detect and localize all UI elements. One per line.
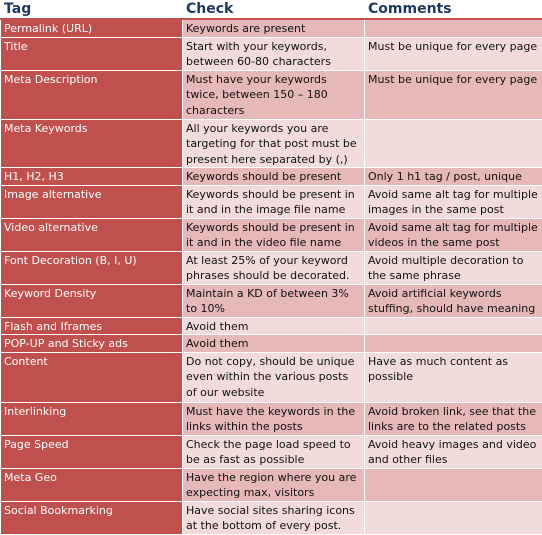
check-cell: At least 25% of your keyword phrases should be decorated. xyxy=(183,251,365,284)
tag-cell: Image alternative xyxy=(1,185,183,218)
check-cell: Keywords should be present in it and in the video file name xyxy=(183,218,365,251)
check-cell: Maintain a KD of between 3% to 10% xyxy=(183,284,365,317)
table-row xyxy=(1,19,542,37)
table-row xyxy=(1,435,542,468)
comments-cell: Only 1 h1 tag / post, unique xyxy=(365,168,542,186)
check-cell: Keywords are present xyxy=(183,19,365,37)
comments-cell: Avoid heavy images and video and other files xyxy=(365,435,542,468)
check-cell: All your keywords you are targeting for that post must be present here separated by (,) xyxy=(183,119,365,168)
comments-cell xyxy=(365,119,542,168)
tag-cell: Social Bookmarking xyxy=(1,501,183,534)
tag-cell: Interlinking xyxy=(1,402,183,435)
tag-cell: Meta Keywords xyxy=(1,119,183,168)
tag-cell: Meta Description xyxy=(1,70,183,119)
check-cell: Keywords should be present xyxy=(183,168,365,186)
tag-cell: Content xyxy=(1,352,183,402)
comments-cell: Avoid same alt tag for multiple images in the same post xyxy=(365,185,542,218)
table-row xyxy=(1,335,542,353)
tag-cell: Flash and Iframes xyxy=(1,317,183,335)
table-row xyxy=(1,402,542,435)
table-row xyxy=(1,70,542,119)
comments-cell: Avoid broken link, see that the links are to the related posts xyxy=(365,402,542,435)
comments-cell xyxy=(365,19,542,37)
header-comments: Comments xyxy=(365,1,542,20)
check-cell: Avoid them xyxy=(183,317,365,335)
check-cell: Keywords should be present in it and in the image file name xyxy=(183,185,365,218)
table-row xyxy=(1,468,542,501)
tag-cell: Keyword Density xyxy=(1,284,183,317)
table-row xyxy=(1,352,542,402)
tag-cell: Permalink (URL) xyxy=(1,19,183,37)
check-cell: Must have your keywords twice, between 150 – 180 characters xyxy=(183,70,365,119)
table-row xyxy=(1,37,542,70)
tag-cell: Meta Geo xyxy=(1,468,183,501)
tag-cell: H1, H2, H3 xyxy=(1,168,183,186)
check-cell: Have social sites sharing icons at the bottom of every post. xyxy=(183,501,365,534)
comments-cell xyxy=(365,468,542,501)
comments-cell xyxy=(365,501,542,534)
comments-cell: Have as much content as possible xyxy=(365,352,542,402)
comments-cell: Avoid multiple decoration to the same phrase xyxy=(365,251,542,284)
tag-cell: Video alternative xyxy=(1,218,183,251)
table-row xyxy=(1,251,542,284)
table-row xyxy=(1,185,542,218)
table-row xyxy=(1,284,542,317)
comments-cell: Must be unique for every page xyxy=(365,70,542,119)
table-row xyxy=(1,119,542,168)
comments-cell: Must be unique for every page xyxy=(365,37,542,70)
comments-cell: Avoid same alt tag for multiple videos in the same post xyxy=(365,218,542,251)
comments-cell xyxy=(365,335,542,353)
table-row xyxy=(1,218,542,251)
header-row xyxy=(1,1,542,20)
check-cell: Check the page load speed to be as fast as possible xyxy=(183,435,365,468)
check-cell: Do not copy, should be unique even within the various posts of our website xyxy=(183,352,365,402)
check-cell: Avoid them xyxy=(183,335,365,353)
tag-cell: Page Speed xyxy=(1,435,183,468)
header-check: Check xyxy=(183,1,365,20)
table-row xyxy=(1,317,542,335)
header-tag: Tag xyxy=(1,1,183,20)
table-row xyxy=(1,501,542,534)
check-cell: Have the region where you are expecting max, visitors xyxy=(183,468,365,501)
tag-cell: POP-UP and Sticky ads xyxy=(1,335,183,353)
comments-cell: Avoid artificial keywords stuffing, should have meaning xyxy=(365,284,542,317)
tag-cell: Font Decoration (B, I, U) xyxy=(1,251,183,284)
check-cell: Must have the keywords in the links within the posts xyxy=(183,402,365,435)
tag-cell: Title xyxy=(1,37,183,70)
check-cell: Start with your keywords, between 60-80 characters xyxy=(183,37,365,70)
comments-cell xyxy=(365,317,542,335)
table-row xyxy=(1,168,542,186)
